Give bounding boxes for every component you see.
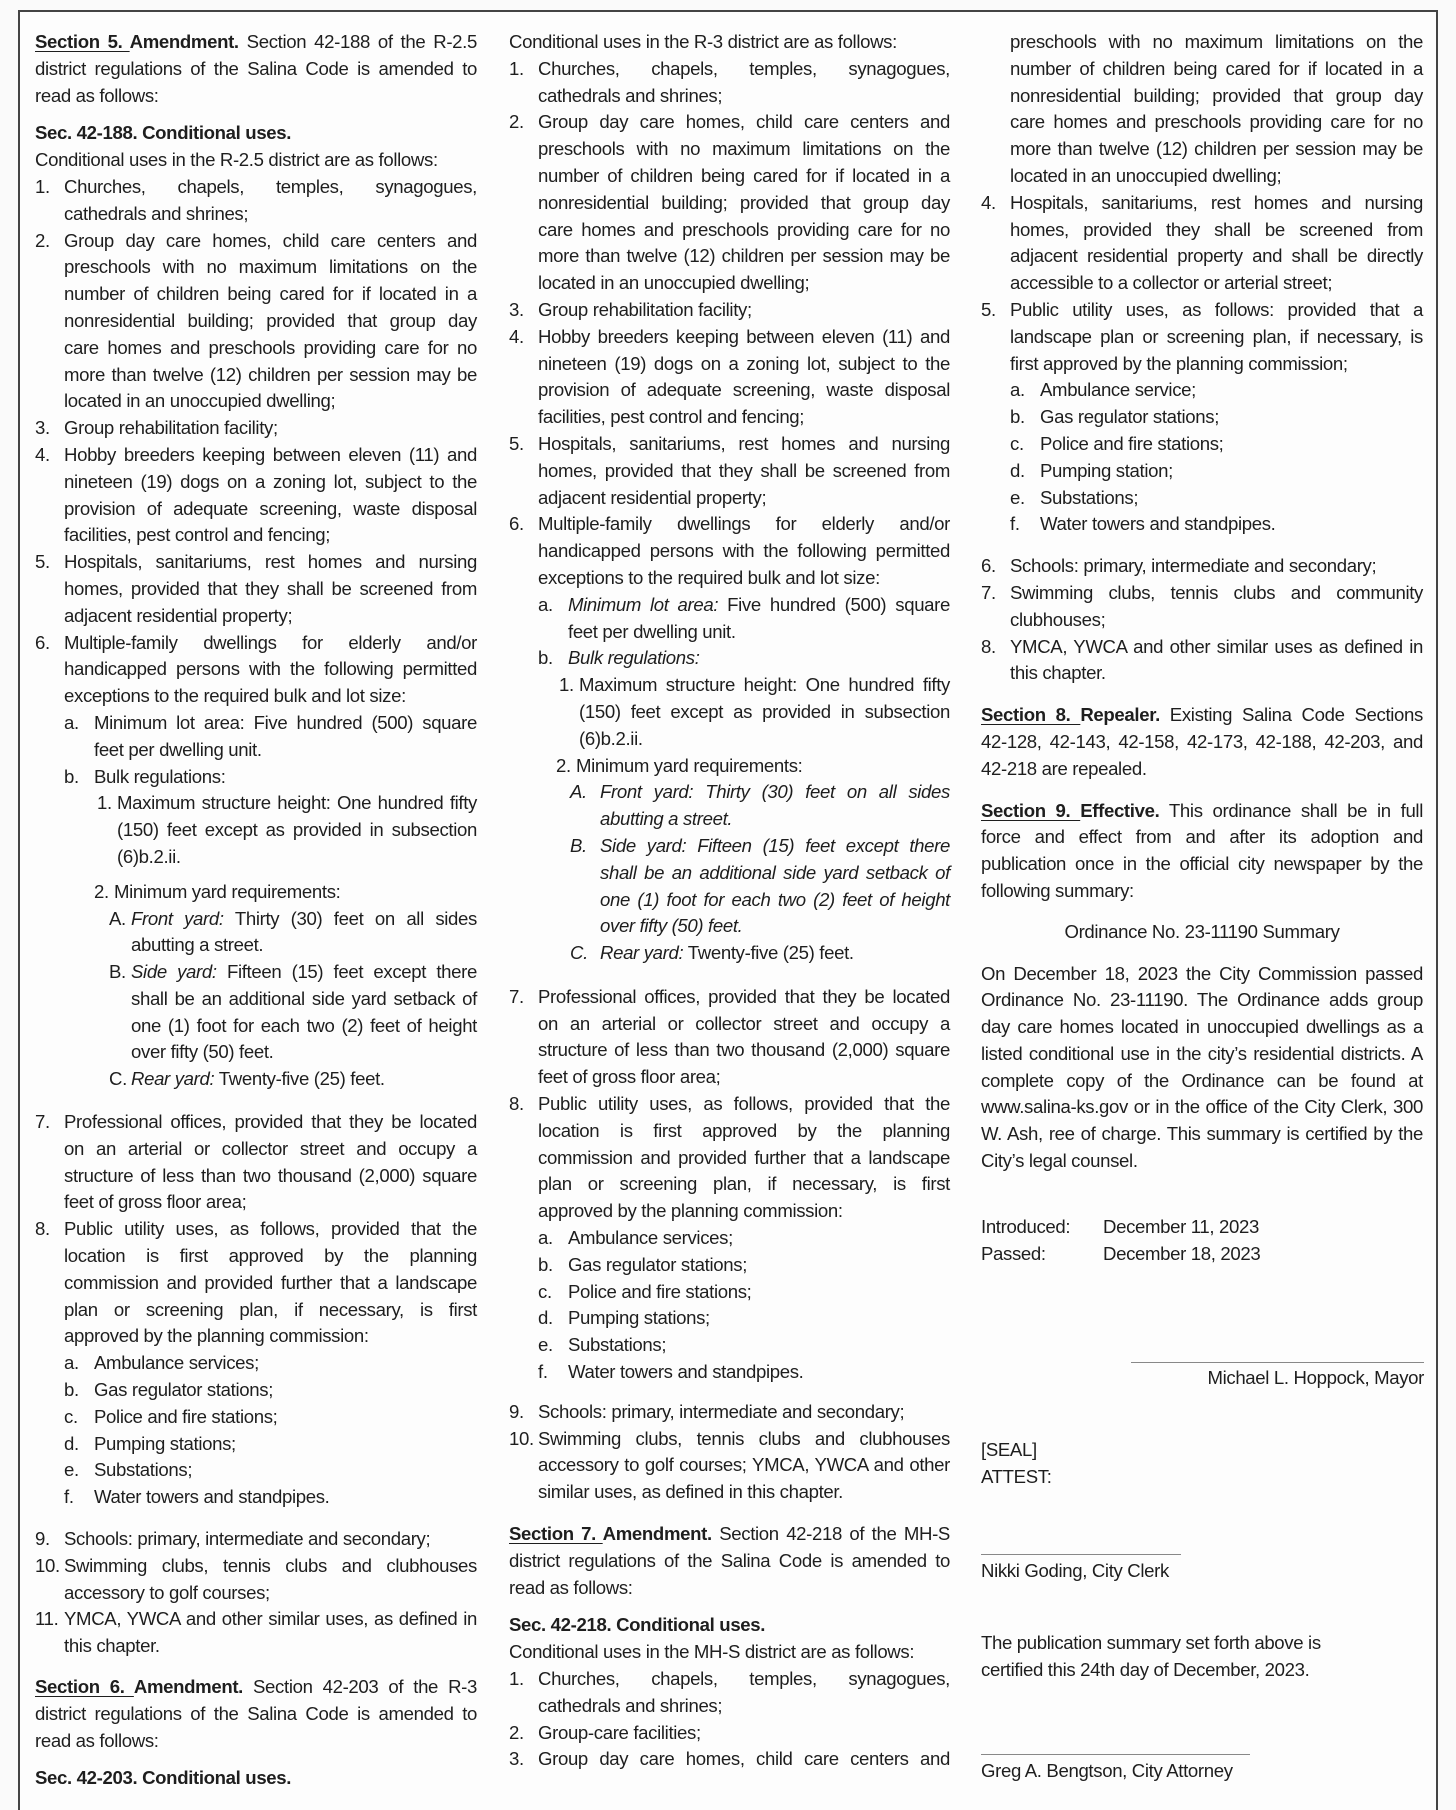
seal-label: [SEAL]	[981, 1439, 1037, 1460]
list-marker: 2.	[94, 880, 109, 902]
list-marker: 9.	[509, 1400, 524, 1422]
sub-item-b2	[509, 753, 950, 780]
list-marker: 2.	[556, 754, 571, 776]
list-text: Professional offices, provided that they be located on an arterial or collector street and occupy a structure of less than two thousand (2,000) square feet of gross floor area;	[64, 1111, 477, 1213]
section-5-title: Amendment.	[129, 31, 239, 52]
section-5-number: Section 5.	[35, 31, 130, 52]
list-item	[509, 324, 950, 431]
list-text: Minimum yard requirements:	[114, 880, 341, 902]
list-marker: 8.	[509, 1093, 524, 1115]
utility-item	[981, 431, 1423, 458]
section-9-paragraph	[981, 798, 1423, 905]
list-text	[131, 959, 477, 1066]
introduced-label: Introduced:	[981, 1216, 1071, 1237]
column-middle	[509, 29, 950, 1773]
list-text: Minimum lot area: Five hundred (500) square feet per dwelling unit.	[94, 711, 477, 760]
spacer	[509, 967, 950, 984]
list-text-part: Five hundred (500) square feet per dwelling unit.	[568, 593, 951, 642]
spacer	[509, 1386, 950, 1399]
list-item	[35, 1109, 477, 1216]
utility-item	[509, 1252, 950, 1279]
list-item	[35, 1553, 477, 1607]
italic-label: Front yard:	[131, 907, 224, 929]
list-text: Police and fire stations;	[568, 1280, 752, 1302]
section-7-paragraph	[509, 1521, 950, 1601]
spacer	[981, 905, 1423, 919]
list-item	[509, 297, 950, 324]
sub-item-b	[35, 764, 477, 791]
list-marker: d.	[1010, 459, 1025, 481]
column-right	[981, 29, 1423, 1175]
list-marker: 3.	[509, 298, 524, 320]
yard-rear	[509, 940, 950, 967]
list-marker: 10.	[35, 1554, 60, 1576]
list-item	[35, 174, 477, 228]
list-text: Substations;	[1040, 486, 1139, 508]
list-marker: b.	[64, 765, 79, 787]
list-text: Group day care homes, child care centers and preschools with no maximum limitations on the number of children being cared for if located in a nonresidential building; provided that group day care homes and preschools providing care for no more than twelve (12) children per session may be located in an unoccupied dwelling;	[64, 229, 477, 412]
summary-title: Ordinance No. 23-11190 Summary	[1064, 920, 1340, 942]
utility-item	[509, 1359, 950, 1386]
list-text: Schools: primary, intermediate and secondary;	[64, 1528, 431, 1550]
list-marker: 8.	[35, 1218, 50, 1240]
list-text	[600, 940, 950, 967]
list-item	[509, 984, 950, 1091]
list-text	[568, 592, 950, 646]
list-marker: b.	[64, 1379, 79, 1401]
section-7-number: Section 7.	[509, 1523, 603, 1545]
list-item	[981, 297, 1423, 377]
list-text: Side yard: Fifteen (15) feet except there shall be an additional side yard setback of one (1) foot for each two (2) feet of height over fifty (50) feet.	[600, 834, 950, 937]
list-marker: c.	[1010, 432, 1024, 454]
list-marker: f.	[1010, 513, 1020, 535]
list-marker: 5.	[35, 551, 50, 573]
list-item	[509, 1666, 950, 1720]
list-item	[509, 1091, 950, 1225]
list-text: Swimming clubs, tennis clubs and community clubhouses;	[1010, 581, 1423, 630]
list-item	[981, 190, 1423, 297]
list-marker: 4.	[981, 191, 996, 213]
section-8-number: Section 8.	[981, 704, 1081, 726]
list-text: Gas regulator stations;	[568, 1253, 748, 1275]
yard-front	[509, 779, 950, 833]
list-text: Churches, chapels, temples, synagogues, cathedrals and shrines;	[538, 1668, 950, 1716]
list-marker: 5.	[981, 298, 996, 320]
italic-label: Side yard:	[131, 961, 217, 983]
list-marker: 1.	[97, 792, 112, 814]
list-marker: 1.	[35, 175, 50, 197]
utility-item	[981, 511, 1423, 538]
list-text: Ambulance services;	[94, 1352, 259, 1374]
list-text: Churches, chapels, temples, synagogues, cathedrals and shrines;	[538, 57, 950, 106]
list-marker: 7.	[35, 1111, 50, 1133]
section-6-title: Amendment.	[133, 1676, 243, 1698]
list-marker: 2.	[509, 111, 524, 133]
list-marker: 1.	[509, 57, 524, 79]
spacer	[981, 538, 1423, 553]
list-marker: a.	[1010, 379, 1025, 401]
utility-item	[509, 1332, 950, 1359]
list-item	[35, 442, 477, 549]
list-text: Water towers and standpipes.	[1040, 513, 1276, 535]
list-text: Bulk regulations:	[568, 647, 700, 669]
list-text: Hospitals, sanitariums, rest homes and nursing homes, provided that they shall be screened from adjacent residential property;	[64, 551, 477, 626]
section-8-title: Repealer.	[1080, 704, 1160, 726]
section-7-title: Amendment.	[602, 1523, 712, 1545]
spacer	[509, 1506, 950, 1521]
list-marker: d.	[64, 1432, 79, 1454]
list-text: Bulk regulations:	[94, 765, 226, 787]
list-marker: d.	[538, 1307, 553, 1329]
list-marker: e.	[1010, 486, 1025, 508]
list-text: Public utility uses, as follows, provided that the location is first approved by the planning commission and provided further that a landscape plan or screening plan, if necessary, is first approved by the planning commission:	[538, 1093, 950, 1222]
list-marker: 7.	[981, 581, 996, 603]
utility-item	[509, 1305, 950, 1332]
list-marker: a.	[64, 1352, 79, 1374]
utility-item	[35, 1377, 477, 1404]
passed-label: Passed:	[981, 1243, 1046, 1264]
summary-body: On December 18, 2023 the City Commission passed Ordinance No. 23-11190. The Ordinance adds group day care homes located in unoccupied dwellings as a listed conditional use in the city’s residential districts. A complete copy of the Ordinance can be found at www.salina-ks.gov or in the office of the City Clerk, 300 W. Ash, ree of charge. This summary is certified by the City’s legal counsel.	[981, 962, 1423, 1172]
section-6-paragraph	[35, 1674, 477, 1754]
list-item	[35, 228, 477, 416]
attest-label: ATTEST:	[981, 1466, 1052, 1487]
utility-item	[981, 485, 1423, 512]
list-text: Multiple-family dwellings for elderly and/or handicapped persons with the following permitted exceptions to the required bulk and lot size:	[64, 631, 477, 707]
list-marker: b.	[538, 647, 553, 669]
sub-item-b2	[35, 879, 477, 906]
yard-rear	[35, 1066, 477, 1093]
list-text: Maximum structure height: One hundred fifty (150) feet except as provided in subsection (6)b.2.ii.	[117, 792, 477, 867]
list-text: Swimming clubs, tennis clubs and clubhouses accessory to golf courses;	[64, 1554, 477, 1603]
r3-intro: Conditional uses in the R-3 district are as follows:	[509, 31, 897, 52]
list-item	[509, 1746, 950, 1773]
spacer	[35, 1511, 477, 1526]
certification-text: The publication summary set forth above is certified this 24th day of December, 2023.	[981, 1632, 1321, 1680]
list-item	[509, 56, 950, 110]
list-marker: 7.	[509, 985, 524, 1007]
list-marker: B.	[570, 834, 587, 856]
sub-item-a	[509, 592, 950, 646]
list-text: Water towers and standpipes.	[94, 1486, 330, 1508]
list-item	[35, 549, 477, 629]
passed-row	[981, 1241, 1260, 1268]
list-marker: a.	[64, 711, 79, 733]
utility-item	[981, 458, 1423, 485]
spacer	[981, 687, 1423, 702]
list-text: Substations;	[568, 1334, 667, 1356]
list-text: Public utility uses, as follows, provided that the location is first approved by the planning commission and provided further that a landscape plan or screening plan, if necessary, is first approved by the planning commission:	[64, 1218, 477, 1347]
clerk-name: Nikki Goding, City Clerk	[981, 1560, 1169, 1581]
list-marker: 6.	[981, 555, 996, 577]
utility-item	[509, 1225, 950, 1252]
list-marker: 1.	[559, 674, 574, 696]
list-text: Hobby breeders keeping between eleven (11) and nineteen (19) dogs on a zoning lot, subject to the provision of adequate screening, waste disposal facilities, pest control and fencing;	[64, 443, 477, 546]
list-item-continued: preschools with no maximum limitations on the number of children being cared for if located in a nonresidential building; provided that group day care homes and preschools providing care for no more than twelve (12) children per session may be located in an unoccupied dwelling;	[1010, 31, 1423, 186]
list-text: Substations;	[94, 1459, 193, 1481]
list-text: Water towers and standpipes.	[568, 1361, 804, 1383]
list-text: Hospitals, sanitariums, rest homes and nursing homes, provided they shall be screened from adjacent residential property and shall be directly accessible to a collector or arterial street;	[1010, 191, 1423, 294]
list-text-part: Fifteen (15) feet except there shall be an additional side yard setback of one (1) foot for each two (2) feet of height over fifty (50) feet.	[131, 961, 477, 1063]
list-text-part: Twenty-five (25) feet.	[214, 1068, 385, 1090]
list-text: Swimming clubs, tennis clubs and clubhouses accessory to golf courses; YMCA, YWCA and other similar uses, as defined in this chapter.	[538, 1427, 950, 1503]
attorney-name: Greg A. Bengtson, City Attorney	[981, 1760, 1233, 1781]
list-marker: f.	[64, 1486, 74, 1508]
utility-item	[35, 1404, 477, 1431]
section-8-body: Existing Salina Code Sections 42-128, 42-143, 42-158, 42-173, 42-188, 42-203, and 42-218 are repealed.	[981, 704, 1423, 779]
list-item	[981, 634, 1423, 688]
column-left	[35, 29, 477, 1792]
italic-label: Rear yard:	[600, 942, 684, 964]
list-text: Professional offices, provided that they be located on an arterial or collector street and occupy a structure of less than two thousand (2,000) square feet of gross floor area;	[538, 985, 950, 1088]
list-text: YMCA, YWCA and other similar uses as defined in this chapter.	[1010, 635, 1423, 684]
list-item	[509, 109, 950, 297]
spacer	[35, 1660, 477, 1674]
list-marker: f.	[538, 1361, 548, 1383]
sub-item-b	[509, 645, 950, 672]
section-6-body: Section 42-203 of the R-3 district regulations of the Salina Code is amended to read as follows:	[35, 1676, 477, 1751]
list-marker: 4.	[35, 443, 50, 465]
list-text: Hospitals, sanitariums, rest homes and nursing homes, provided that they shall be screened from adjacent residential property;	[538, 432, 950, 508]
list-marker: e.	[538, 1334, 553, 1356]
list-text: Churches, chapels, temples, synagogues, cathedrals and shrines;	[64, 175, 477, 224]
sec-42-203-heading: Sec. 42-203. Conditional uses.	[35, 1767, 292, 1789]
mayor-name: Michael L. Hoppock, Mayor	[1207, 1367, 1424, 1388]
utility-item	[35, 1431, 477, 1458]
list-marker: a.	[538, 593, 553, 615]
list-marker: 6.	[509, 513, 524, 535]
list-marker: c.	[538, 1280, 552, 1302]
section-5-paragraph	[35, 29, 477, 109]
list-text: Gas regulator stations;	[94, 1379, 274, 1401]
list-text: Pumping stations;	[94, 1432, 236, 1454]
list-text: Group-care facilities;	[538, 1721, 701, 1743]
list-text	[131, 906, 477, 960]
spacer	[35, 871, 477, 879]
list-text: Police and fire stations;	[94, 1405, 278, 1427]
list-marker: 8.	[981, 635, 996, 657]
list-item	[35, 1526, 477, 1553]
list-item	[509, 1720, 950, 1747]
list-text: Police and fire stations;	[1040, 432, 1224, 454]
yard-side	[35, 959, 477, 1066]
list-marker: 11.	[35, 1608, 59, 1630]
introduced-date: December 11, 2023	[1103, 1216, 1259, 1237]
utility-item	[35, 1457, 477, 1484]
list-text: Maximum structure height: One hundred fifty (150) feet except as provided in subsection (6)b.2.ii.	[579, 674, 950, 749]
list-text: Ambulance services;	[568, 1227, 733, 1249]
list-marker: b.	[538, 1253, 553, 1275]
attorney-signature-line	[981, 1754, 1250, 1755]
list-item	[981, 580, 1423, 634]
list-item	[35, 415, 477, 442]
list-marker: C.	[109, 1068, 127, 1090]
yard-front	[35, 906, 477, 960]
sub-item-a	[35, 710, 477, 764]
list-marker: A.	[109, 907, 126, 929]
list-item	[981, 553, 1423, 580]
utility-item	[981, 404, 1423, 431]
section-5-body: Section 42-188 of the R-2.5 district regulations of the Salina Code is amended to read as follows:	[35, 31, 477, 106]
r25-intro: Conditional uses in the R-2.5 district are as follows:	[35, 149, 438, 171]
introduced-row	[981, 1214, 1259, 1241]
sub-item-b1	[509, 672, 950, 752]
list-item	[35, 630, 477, 710]
passed-date: December 18, 2023	[1103, 1243, 1261, 1264]
list-marker: 3.	[509, 1748, 524, 1770]
list-item	[509, 1399, 950, 1426]
spacer	[981, 783, 1423, 798]
utility-item	[35, 1350, 477, 1377]
list-marker: c.	[64, 1405, 78, 1427]
list-marker: 2.	[35, 229, 50, 251]
list-marker: 2.	[509, 1721, 524, 1743]
list-text: Gas regulator stations;	[1040, 406, 1220, 428]
list-text	[131, 1066, 477, 1093]
sec-42-188-heading: Sec. 42-188. Conditional uses.	[35, 122, 292, 144]
utility-item	[509, 1279, 950, 1306]
spacer	[981, 946, 1423, 961]
list-marker: 10.	[509, 1427, 534, 1449]
list-text: YMCA, YWCA and other similar uses, as defined in this chapter.	[64, 1608, 477, 1657]
sub-item-b1	[35, 790, 477, 870]
spacer	[35, 1093, 477, 1109]
list-marker: B.	[109, 961, 126, 983]
list-item	[509, 431, 950, 511]
list-item	[35, 1216, 477, 1350]
list-text-part: Twenty-five (25) feet.	[683, 942, 854, 964]
utility-item	[35, 1484, 477, 1511]
list-text: Pumping stations;	[568, 1307, 710, 1329]
list-marker: 4.	[509, 325, 524, 347]
list-text: Group day care homes, child care centers and	[538, 1748, 950, 1770]
list-marker: a.	[538, 1227, 553, 1249]
list-marker: 9.	[35, 1528, 50, 1550]
mhs-intro: Conditional uses in the MH-S district are as follows:	[509, 1641, 915, 1663]
list-marker: 1.	[509, 1668, 524, 1690]
yard-side	[509, 833, 950, 940]
italic-label: Minimum lot area:	[568, 593, 719, 615]
italic-label: Rear yard:	[131, 1068, 215, 1090]
list-text: Ambulance service;	[1040, 379, 1196, 401]
list-marker: 6.	[35, 631, 50, 653]
section-7-body: Section 42-218 of the MH-S district regulations of the Salina Code is amended to read as follows:	[509, 1523, 950, 1598]
list-text: Public utility uses, as follows: provided that a landscape plan or screening plan, if necessary, is first approved by the planning commission;	[1010, 298, 1423, 374]
list-marker: A.	[570, 781, 587, 803]
list-text: Schools: primary, intermediate and secondary;	[1010, 555, 1377, 577]
clerk-signature-line	[981, 1554, 1181, 1555]
list-text: Multiple-family dwellings for elderly and/or handicapped persons with the following permitted exceptions to the required bulk and lot size:	[538, 513, 950, 588]
list-item	[35, 1606, 477, 1660]
list-text: Hobby breeders keeping between eleven (11) and nineteen (19) dogs on a zoning lot, subject to the provision of adequate screening, waste disposal facilities, pest control and fencing;	[538, 325, 950, 428]
list-text: Schools: primary, intermediate and secondary;	[538, 1400, 905, 1422]
section-6-number: Section 6.	[35, 1676, 134, 1698]
section-9-body: This ordinance shall be in full force and effect from and after its adoption and publication once in the official city newspaper by the following summary:	[981, 799, 1423, 901]
list-item	[509, 511, 950, 591]
mayor-signature-line	[1131, 1362, 1424, 1363]
section-9-number: Section 9.	[981, 799, 1081, 821]
utility-item	[981, 377, 1423, 404]
list-item	[509, 1426, 950, 1506]
list-text: Group day care homes, child care centers and preschools with no maximum limitations on the number of children being cared for if located in a nonresidential building; provided that group day care homes and preschools providing care for no more than twelve (12) children per session may be located in an unoccupied dwelling;	[538, 111, 950, 294]
sec-42-218-heading: Sec. 42-218. Conditional uses.	[509, 1614, 766, 1636]
list-text: Front yard: Thirty (30) feet on all sides abutting a street.	[600, 781, 950, 830]
list-marker: b.	[1010, 406, 1025, 428]
section-9-title: Effective.	[1080, 799, 1160, 821]
list-marker: 5.	[509, 432, 524, 454]
list-marker: C.	[570, 942, 588, 964]
section-8-paragraph	[981, 702, 1423, 782]
list-text: Group rehabilitation facility;	[64, 417, 278, 439]
list-text: Group rehabilitation facility;	[538, 298, 752, 320]
list-text-part: Thirty (30) feet on all sides abutting a street.	[131, 907, 477, 956]
list-text: Pumping station;	[1040, 459, 1173, 481]
list-marker: 3.	[35, 417, 50, 439]
list-text: Minimum yard requirements:	[576, 754, 803, 776]
list-marker: e.	[64, 1459, 79, 1481]
